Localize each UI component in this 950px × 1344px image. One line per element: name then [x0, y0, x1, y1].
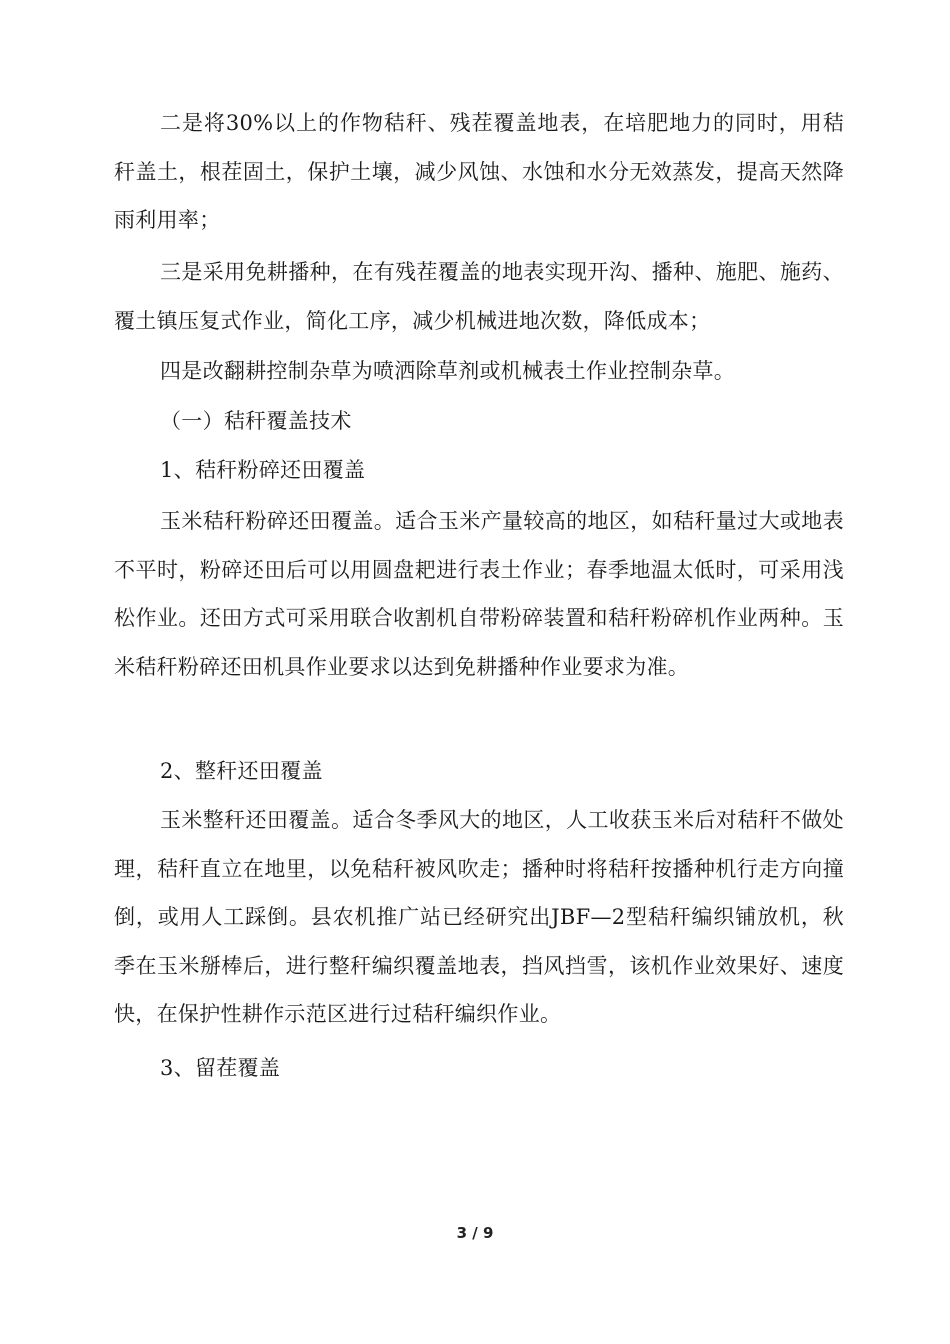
section-heading-straw-cover: （一）秸秆覆盖技术: [160, 409, 352, 433]
paragraph-straw-cover-purpose: 二是将30%以上的作物秸秆、残茬覆盖地表，在培肥地力的同时，用秸秆盖土，根茬固土，保护土壤，减少风蚀、水蚀和水分无效蒸发，提高天然降雨利用率；: [114, 111, 844, 232]
paragraph-weed-control: 四是改翻耕控制杂草为喷洒除草剂或机械表土作业控制杂草。: [160, 359, 736, 383]
subheading-whole-straw: 2、整秆还田覆盖: [160, 759, 323, 783]
subheading-stubble-cover: 3、留茬覆盖: [160, 1056, 281, 1080]
page-number: 3 / 9: [456, 1224, 494, 1242]
paragraph-straw-crushing: 玉米秸秆粉碎还田覆盖。适合玉米产量较高的地区，如秸秆量过大或地表不平时，粉碎还田后可以用圆盘耙进行表土作业；春季地温太低时，可采用浅松作业。还田方式可采用联合收割机自带粉碎装置和秸秆粉碎机作业两种。玉米秸秆粉碎还田机具作业要求以达到免耕播种作业要求为准。: [114, 509, 844, 679]
paragraph-no-till-seeding: 三是采用免耕播种，在有残茬覆盖的地表实现开沟、播种、施肥、施药、覆土镇压复式作业，简化工序，减少机械进地次数，降低成本；: [114, 260, 844, 333]
paragraph-whole-straw: 玉米整秆还田覆盖。适合冬季风大的地区，人工收获玉米后对秸秆不做处理，秸秆直立在地里，以免秸秆被风吹走；播种时将秸秆按播种机行走方向撞倒，或用人工踩倒。县农机推广站已经研究出JBF—2型秸秆编织铺放机，秋季在玉米掰棒后，进行整秆编织覆盖地表，挡风挡雪，该机作业效果好、速度快，在保护性耕作示范区进行过秸秆编织作业。: [114, 808, 844, 1026]
subheading-straw-crushing: 1、秸秆粉碎还田覆盖: [160, 458, 366, 482]
